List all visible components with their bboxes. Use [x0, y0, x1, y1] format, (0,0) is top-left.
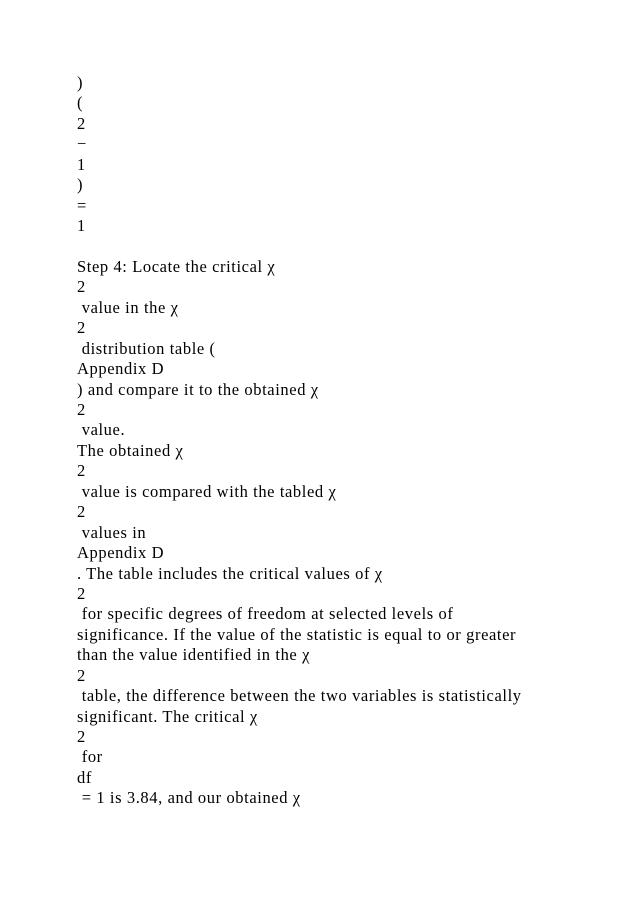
text-line: 2: [77, 665, 86, 685]
text-line: Appendix D: [77, 359, 165, 379]
text-line: df: [77, 767, 92, 787]
text-line: value.: [77, 420, 126, 440]
text-line: 2: [77, 727, 86, 746]
text-line: 2: [77, 583, 86, 603]
text-line: 2: [77, 400, 86, 419]
text-line: values in: [77, 522, 147, 542]
text-line: 1: [77, 154, 86, 174]
text-line: value in the χ: [77, 297, 179, 317]
text-line: table, the difference between the two variables is statistically: [77, 686, 522, 706]
text-line: Step 4: Locate the critical χ: [77, 256, 276, 276]
text-line: for: [77, 747, 103, 767]
text-line: 2: [77, 318, 86, 338]
text-line: 2: [77, 502, 86, 522]
text-line: for specific degrees of freedom at selected levels of: [77, 604, 454, 624]
text-line: . The table includes the critical values of χ: [77, 563, 383, 583]
document-text: [77, 73, 522, 809]
text-line: =: [77, 195, 87, 215]
text-line: value is compared with the tabled χ: [77, 481, 337, 501]
text-line: ): [77, 175, 84, 195]
text-line: (: [77, 93, 84, 113]
text-line: 2: [77, 277, 86, 297]
text-line: The obtained χ: [77, 440, 184, 460]
text-line: distribution table (: [77, 338, 216, 358]
text-line: 2: [77, 461, 86, 481]
text-line: 2: [77, 113, 86, 133]
text-line: ) and compare it to the obtained χ: [77, 379, 319, 399]
text-line: −: [77, 134, 87, 154]
text-line: significant. The critical χ: [77, 706, 258, 726]
text-line: significance. If the value of the statistic is equal to or greater: [77, 624, 517, 644]
text-line: [77, 237, 522, 257]
text-line: than the value identified in the χ: [77, 645, 310, 665]
text-line: Appendix D: [77, 543, 165, 563]
text-line: 1: [77, 216, 86, 236]
text-line: ): [77, 73, 84, 92]
text-line: = 1 is 3.84, and our obtained χ: [77, 788, 301, 808]
